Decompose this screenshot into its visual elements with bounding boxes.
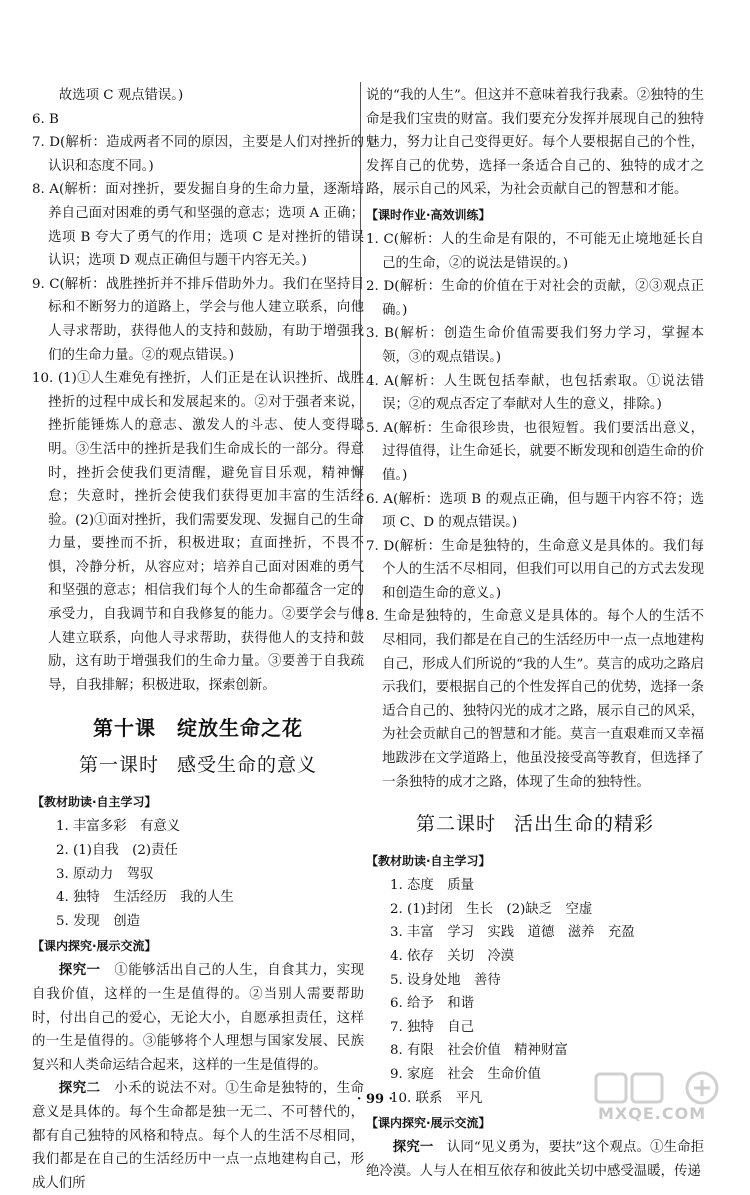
answer-list-item: 4. 独特 生活经历 我的人生 xyxy=(56,890,234,906)
answer-list-item: 10. 联系 平凡 xyxy=(390,1090,483,1106)
answer-list-item: 5. 设身处地 善待 xyxy=(390,972,501,988)
answer-list-item: 4. 依存 关切 冷漠 xyxy=(390,949,515,964)
answer-paragraph: 8. A(解析：面对挫折，要发掘自身的生命力量，逐渐培养自己面对困难的勇气和坚强的意志；选项 A 正确；选项 B 夸大了勇气的作用；选项 C 是对挫折的错误认识；选项 D 观点正确但与题干内容无关。) xyxy=(32,182,364,269)
explore-one-2: 探究一 认同“见义勇为，要扶”这个观点。①生命拒绝冷漠。人与人在相互依存和彼此关切中感受温暖，传递 xyxy=(366,1140,705,1179)
right-column xyxy=(366,84,707,1183)
page-number: · 99 · xyxy=(356,1092,394,1107)
answer-list-item: 2. (1)封闭 生长 (2)缺乏 空虚 xyxy=(390,901,593,917)
explore-one: 探究一 ①能够活出自己的人生，自食其力，实现自我价值，这样的一生是值得的。②当别人需要帮助时，付出自己的爱心，无论大小，自愿承担责任，这样的一生是值得的。③能够将个人理想与国家发展、民族复兴和人类命运结合起来，这样的一生是值得的。 xyxy=(32,963,365,1073)
section-banner-self-study: 【教材助读·自主学习】 xyxy=(32,795,157,810)
section-banner-self-study-2: 【教材助读·自主学习】 xyxy=(366,854,491,869)
answer-list-item: 5. 发现 创造 xyxy=(56,913,140,929)
answer-list-item: 6. 给予 和谐 xyxy=(390,996,474,1012)
period-title-1: 第一课时 感受生命的意义 xyxy=(78,754,318,777)
period-title-2: 第二课时 活出生命的精彩 xyxy=(415,813,655,836)
lesson-title: 第十课 绽放生命之花 xyxy=(93,716,303,741)
answer-paragraph: 6. A(解析：选项 B 的观点正确，但与题干内容不符；选项 C、D 的观点错误。) xyxy=(366,491,704,531)
answer-paragraph: 4. A(解析：人生既包括奉献，也包括索取。①说法错误；②的观点否定了奉献对人生的意义，排除。) xyxy=(366,373,704,413)
answer-paragraph: 1. C(解析：人的生命是有限的，不可能无止境地延长自己的生命，②的说法是错误的。) xyxy=(366,231,704,271)
answer-list-item: 3. 丰富 学习 实践 道德 滋养 充盈 xyxy=(390,925,635,941)
answer-paragraph: 2. D(解析：生命的价值在于对社会的贡献，②③观点正确。) xyxy=(366,279,704,318)
answer-paragraph: 8. 生命是独特的，生命意义是具体的。每个人的生活不尽相同，我们都是在自己的生活经历中一点一点地建构自己，形成人们所说的“我的人生”。莫言的成功之路启示我们，要根据自己的个性发挥自己的优势，选择一条适合自己的、独特闪光的成才之路，展示自己的风采，为社会贡献自己的智慧和才能。莫言一直艰难而又幸福地跋涉在文学道路上，他虽没接受高等教育，但选择了一条独特的成才之路，体现了生命的独特性。 xyxy=(366,609,704,790)
watermark-text: MXQE.COM xyxy=(598,1104,707,1123)
explore-two: 探究二 小禾的说法不对。①生命是独特的，生命意义是具体的。每个生命都是独一无二、不可替代的，都有自己独特的风格和特点。每个人的生活不尽相同，我们都是在自己的生活经历中一点一点地建构自己，形成人们所 xyxy=(32,1081,365,1191)
answer-list-item: 8. 有限 社会价值 精神财富 xyxy=(390,1043,568,1059)
answer-list-item: 9. 家庭 社会 生命价值 xyxy=(390,1066,541,1082)
answer-list-item: 3. 原动力 驾驭 xyxy=(56,866,154,882)
answer-paragraph: 6. B xyxy=(32,111,59,127)
answer-paragraph: 说的“我的人生”。但这并不意味着我行我素。②独特的生命是我们宝贵的财富。我们要充分发挥并展现自己的独特魅力，努力让自己变得更好。每个人要根据自己的个性，发挥自己的优势，选择一条适合自己的、独特的成才之路，展示自己的风采，为社会贡献自己的智慧和才能。 xyxy=(366,88,704,198)
answer-paragraph: 7. D(解析：生命是独特的，生命意义是具体的。我们每个人的生活不尽相同，但我们可以用自己的方式去发现和创造生命的意义。) xyxy=(366,538,704,601)
answer-list-item: 1. 丰富多彩 有意义 xyxy=(56,819,181,835)
left-column xyxy=(32,84,364,1195)
answer-list-item: 2. (1)自我 (2)责任 xyxy=(56,843,178,859)
answer-list-item: 1. 态度 质量 xyxy=(390,878,474,894)
answer-paragraph: 3. B(解析：创造生命价值需要我们努力学习，掌握本领，③的观点错误。) xyxy=(366,326,704,365)
answer-paragraph: 5. A(解析：生命很珍贵，也很短暂。我们要活出意义，过得值得，让生命延长，就要不断发现和创造生命的价值。) xyxy=(366,420,704,483)
section-banner-exploration: 【课内探究·展示交流】 xyxy=(32,939,157,954)
section-banner-exploration-2: 【课内探究·展示交流】 xyxy=(366,1116,491,1131)
answer-list-item: 7. 独特 自己 xyxy=(390,1019,474,1035)
answer-paragraph: 7. D(解析：造成两者不同的原因，主要是人们对挫折的认识和态度不同。) xyxy=(32,135,364,174)
answer-paragraph: 故选项 C 观点错误。) xyxy=(58,88,184,103)
answer-paragraph: 9. C(解析：战胜挫折并不排斥借助外力。我们在坚持目标和不断努力的道路上，学会与他人建立联系，向他人寻求帮助，获得他人的支持和鼓励，有助于增强我们的生命力量。②的观点错误。) xyxy=(32,276,364,363)
section-banner-homework: 【课时作业·高效训练】 xyxy=(366,207,491,222)
answer-paragraph: 10. (1)①人生难免有挫折，人们正是在认识挫折、战胜挫折的过程中成长和发展起来的。②对于强者来说，挫折能锤炼人的意志、激发人的斗志、使人变得聪明。③生活中的挫折是我们生命成长的一部分。得意时，挫折会使我们更清醒，避免盲目乐观，精神懈怠；失意时，挫折会使我们获得更加丰富的生活经验。(2)①面对挫折，我们需要发现、发掘自己的生命力量，要挫而不折，积极进取；直面挫折，不畏不惧，冷静分析，从容应对；培养自己面对困难的勇气和坚强的意志；相信我们每个人的生命都蕴含一定的承受力，自我调节和自我修复的能力。②要学会与他人建立联系，向他人寻求帮助，获得他人的支持和鼓励，这有助于增强我们的生命力量。③要善于自我疏导，自我排解；积极进取，探索创新。 xyxy=(32,371,364,693)
watermark-logo xyxy=(592,1070,742,1122)
